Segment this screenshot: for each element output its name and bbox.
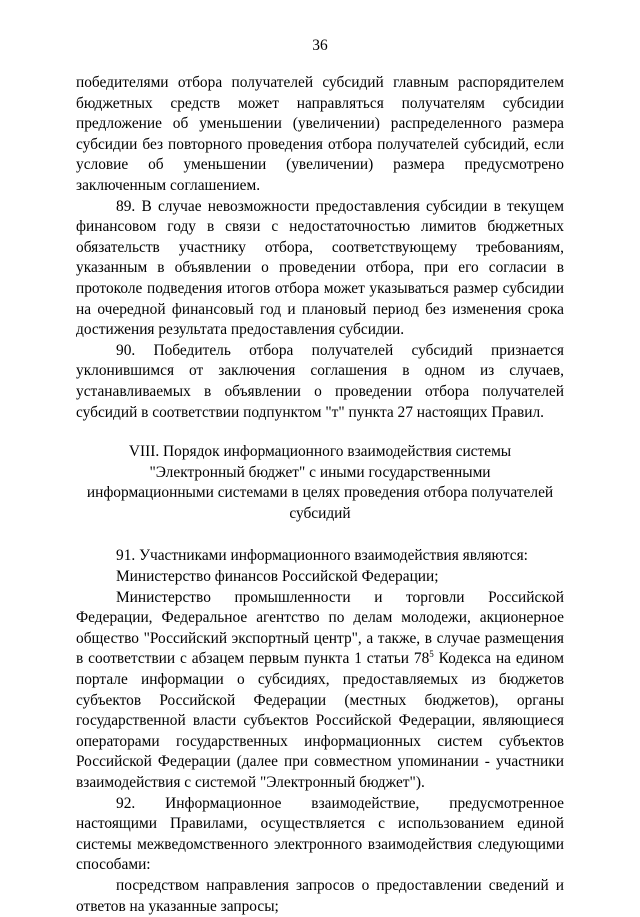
paragraph-91-minfin: Министерство финансов Российской Федерации; xyxy=(116,568,439,586)
section-heading: VIII. Порядок информационного взаимодействия системы "Электронный бюджет" с иными государственными информационными системами в целях проведения отбора получателей субсидий xyxy=(86,443,554,522)
paragraph-89: 89. В случае невозможности предоставления субсидии в текущем финансовом году в связи с недостаточностью лимитов бюджетных обязательств участнику отбора, соответствующему требованиям, указанным в объявлении о проведении отбора, при его согласии в протоколе подведения итогов отбора может указываться размер субсидии на очередной финансовый год и плановый период без изменения срока достижения результата предоставления субсидии. xyxy=(76,197,564,339)
page-number: 36 xyxy=(312,37,328,54)
participants-text-start: Министерство промышленности и торговли Российской Федерации, Федеральное агентство по делам молодежи, акционерное общество "Российский экспортный центр", а также, в случае размещения в соответствии с абзацем первым пункта 1 статьи 78 xyxy=(76,588,564,668)
paragraph-90: 90. Победитель отбора получателей субсидий признается уклонившимся от заключения соглашения в одном из случаев, устанавливаемых в объявлении о проведении отбора получателей субсидий в соответствии подпунктом "т" пункта 27 настоящих Правил. xyxy=(76,341,564,421)
participants-text-end: Кодекса на едином портале информации о субсидиях, предоставляемых из бюджетов субъектов Российской Федерации (местных бюджетов), органы государственной власти субъектов Российской Федерации, являющиеся операторами государственных информационных систем субъектов Российской Федерации (далее при совместном упоминании - участники взаимодействия с системой "Электронный бюджет"). xyxy=(76,650,564,791)
paragraph-92-requests: посредством направления запросов о предоставлении сведений и ответов на указанные запросы; xyxy=(76,876,564,915)
paragraph-91-participants xyxy=(76,588,564,794)
paragraph-91: 91. Участниками информационного взаимодействия являются: xyxy=(116,547,528,565)
document-body xyxy=(76,73,564,917)
paragraph-continuation: победителями отбора получателей субсидий главным распорядителем бюджетных средств может направляться получателям субсидии предложение об уменьшении (увеличении) распределенного размера субсидии без повторного проведения отбора получателей субсидий, если условие об уменьшении (увеличении) размера предусмотрено заключенным соглашением. xyxy=(76,74,564,194)
paragraph-92: 92. Информационное взаимодействие, предусмотренное настоящими Правилами, осуществляется с использованием единой системы межведомственного электронного взаимодействия следующими способами: xyxy=(76,794,564,874)
article-superscript: 5 xyxy=(429,649,434,660)
